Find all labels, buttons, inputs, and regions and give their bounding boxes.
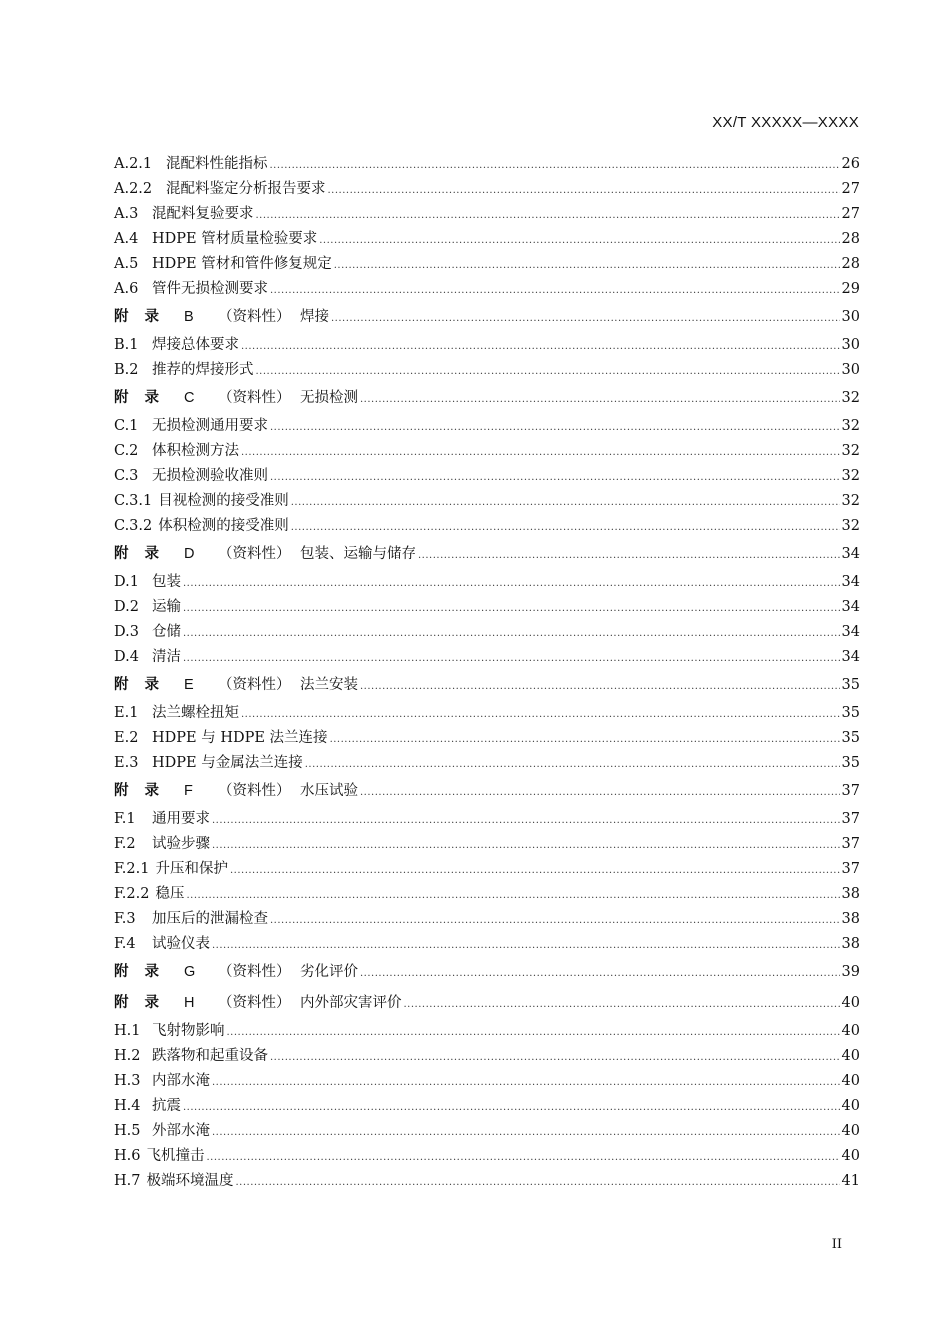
- appendix-letter: D: [184, 546, 195, 562]
- appendix-label: 附录: [114, 995, 175, 1011]
- toc-entry-title: 包装、运输与储存: [300, 546, 416, 562]
- toc-page-number: 35: [841, 730, 860, 746]
- toc-page-number: 34: [841, 599, 860, 615]
- dot-leader: [186, 882, 839, 908]
- toc-entry-row[interactable]: [114, 620, 860, 645]
- toc-entry-row[interactable]: [114, 832, 860, 857]
- dot-leader: [270, 1044, 840, 1070]
- toc-appendix-row[interactable]: [114, 776, 860, 807]
- toc-page-number: 35: [841, 705, 860, 721]
- appendix-label: 附录: [114, 390, 175, 406]
- toc-page-number: 38: [841, 911, 860, 927]
- toc-entry-number: A.6: [114, 281, 139, 297]
- appendix-type: （资料性）: [218, 309, 291, 325]
- toc-entry-title: 外部水淹: [152, 1123, 210, 1139]
- toc-entry-number: E.1: [114, 705, 139, 721]
- toc-page-number: 40: [841, 1048, 860, 1064]
- dot-leader: [241, 701, 840, 727]
- dot-leader: [183, 1094, 840, 1120]
- appendix-type: （资料性）: [218, 964, 291, 980]
- toc-page-number: 34: [841, 649, 860, 665]
- toc-page-number: 40: [841, 1148, 860, 1164]
- dot-leader: [418, 539, 840, 571]
- toc-page-number: 27: [841, 181, 860, 197]
- toc-entry-title: 混配料性能指标: [166, 156, 268, 172]
- toc-appendix-row[interactable]: [114, 302, 860, 333]
- toc-entry-number: C.3: [114, 468, 139, 484]
- dot-leader: [360, 670, 840, 702]
- toc-page-number: 41: [841, 1173, 860, 1189]
- toc-entry-row[interactable]: [114, 882, 860, 907]
- toc-entry-row[interactable]: [114, 277, 860, 302]
- toc-entry-row[interactable]: [114, 439, 860, 464]
- toc-entry-row[interactable]: [114, 807, 860, 832]
- toc-entry-row[interactable]: [114, 645, 860, 670]
- toc-page-number: 40: [841, 1123, 860, 1139]
- toc-entry-title: 无损检测验收准则: [152, 468, 268, 484]
- toc-entry-number: D.1: [114, 574, 139, 590]
- toc-entry-row[interactable]: [114, 464, 860, 489]
- toc-entry-row[interactable]: [114, 414, 860, 439]
- dot-leader: [183, 595, 840, 621]
- toc-entry-row[interactable]: [114, 595, 860, 620]
- appendix-letter: F: [184, 783, 193, 799]
- appendix-letter: G: [184, 964, 196, 980]
- dot-leader: [212, 1069, 840, 1095]
- dot-leader: [334, 252, 840, 278]
- toc-appendix-row[interactable]: [114, 957, 860, 988]
- toc-entry-title: 焊接总体要求: [152, 337, 239, 353]
- toc-entry-number: A.2.1: [114, 156, 153, 172]
- dot-leader: [183, 620, 840, 646]
- toc-entry-number: D.4: [114, 649, 139, 665]
- dot-leader: [270, 907, 840, 933]
- toc-entry-number: B.2: [114, 362, 139, 378]
- appendix-type: （资料性）: [218, 390, 291, 406]
- toc-page-number: 32: [841, 518, 860, 534]
- toc-entry-number: A.5: [114, 256, 139, 272]
- dot-leader: [291, 514, 840, 540]
- toc-entry-number: H.5: [114, 1123, 141, 1139]
- toc-entry-number: C.1: [114, 418, 139, 434]
- dot-leader: [360, 383, 840, 415]
- toc-page-number: 40: [841, 1098, 860, 1114]
- dot-leader: [235, 1169, 839, 1195]
- dot-leader: [206, 1144, 839, 1170]
- toc-page-number: 40: [841, 995, 860, 1011]
- toc-page-number: 30: [841, 362, 860, 378]
- toc-entry-title: HDPE 与 HDPE 法兰连接: [152, 730, 328, 746]
- toc-appendix-row[interactable]: [114, 988, 860, 1019]
- dot-leader: [256, 358, 840, 384]
- toc-entry-number: H.3: [114, 1073, 141, 1089]
- toc-entry-title: 仓储: [152, 624, 181, 640]
- dot-leader: [270, 464, 840, 490]
- toc-entry-title: 无损检测通用要求: [152, 418, 268, 434]
- toc-entry-title: 推荐的焊接形式: [152, 362, 254, 378]
- toc-entry-row[interactable]: [114, 1069, 860, 1094]
- toc-page-number: 35: [841, 755, 860, 771]
- toc-entry-row[interactable]: [114, 857, 860, 882]
- toc-page-number: 34: [841, 574, 860, 590]
- dot-leader: [404, 988, 840, 1020]
- toc-entry-number: F.4: [114, 936, 136, 952]
- toc-entry-title: 加压后的泄漏检查: [152, 911, 268, 927]
- toc-entry-number: H.6: [114, 1148, 141, 1164]
- toc-page-number: 37: [841, 861, 860, 877]
- dot-leader: [319, 227, 839, 253]
- toc-entry-title: HDPE 管材和管件修复规定: [152, 256, 332, 272]
- appendix-type: （资料性）: [218, 677, 291, 693]
- dot-leader: [183, 645, 840, 671]
- toc-appendix-row[interactable]: [114, 539, 860, 570]
- appendix-label: 附录: [114, 546, 175, 562]
- toc-entry-row[interactable]: [114, 1119, 860, 1144]
- appendix-letter: H: [184, 995, 195, 1011]
- dot-leader: [256, 202, 840, 228]
- toc-entry-title: 包装: [152, 574, 181, 590]
- toc-entry-row[interactable]: [114, 701, 860, 726]
- appendix-label: 附录: [114, 677, 175, 693]
- dot-leader: [330, 726, 840, 752]
- toc-appendix-row[interactable]: [114, 383, 860, 414]
- toc-entry-number: F.1: [114, 811, 136, 827]
- toc-entry-title: 焊接: [300, 309, 329, 325]
- toc-entry-row[interactable]: [114, 358, 860, 383]
- toc-entry-title: 跌落物和起重设备: [152, 1048, 268, 1064]
- dot-leader: [241, 333, 840, 359]
- toc-entry-number: F.2.1: [114, 861, 150, 877]
- toc-entry-title: 抗震: [152, 1098, 181, 1114]
- dot-leader: [305, 751, 840, 777]
- toc-page-number: 38: [841, 936, 860, 952]
- toc-entry-row[interactable]: [114, 726, 860, 751]
- dot-leader: [331, 302, 840, 334]
- toc-entry-number: E.2: [114, 730, 139, 746]
- appendix-type: （资料性）: [218, 995, 291, 1011]
- toc-entry-title: 通用要求: [152, 811, 210, 827]
- toc-entry-row[interactable]: [114, 932, 860, 957]
- toc-entry-title: 升压和保护: [155, 861, 228, 877]
- toc-entry-title: 飞机撞击: [146, 1148, 205, 1164]
- dot-leader: [270, 277, 840, 303]
- toc-entry-title: HDPE 管材质量检验要求: [152, 231, 318, 247]
- appendix-letter: C: [184, 390, 195, 406]
- toc-entry-row[interactable]: [114, 907, 860, 932]
- dot-leader: [270, 414, 840, 440]
- toc-page-number: 34: [841, 624, 860, 640]
- toc-entry-row[interactable]: [114, 202, 860, 227]
- toc-entry-number: D.3: [114, 624, 139, 640]
- toc-entry-number: E.3: [114, 755, 139, 771]
- toc-page-number: 38: [841, 886, 860, 902]
- toc-entry-row[interactable]: [114, 514, 860, 539]
- toc-entry-number: C.2: [114, 443, 139, 459]
- toc-entry-row[interactable]: [114, 489, 860, 514]
- document-code: XX/T XXXXX—XXXX: [712, 114, 859, 131]
- toc-entry-title: 目视检测的接受准则: [158, 493, 289, 509]
- toc-entry-row[interactable]: [114, 227, 860, 252]
- toc-entry-title: 内部水淹: [152, 1073, 210, 1089]
- toc-entry-number: A.3: [114, 206, 139, 222]
- toc-entry-number: H.1: [114, 1023, 141, 1039]
- appendix-label: 附录: [114, 783, 175, 799]
- dot-leader: [212, 832, 840, 858]
- toc-page-number: 30: [841, 337, 860, 353]
- toc-entry-title: 内外部灾害评价: [300, 995, 402, 1011]
- dot-leader: [328, 177, 840, 203]
- toc-entry-title: 法兰螺栓扭矩: [152, 705, 239, 721]
- toc-entry-number: H.4: [114, 1098, 141, 1114]
- toc-entry-title: 试验步骤: [152, 836, 210, 852]
- toc-page-number: 32: [841, 418, 860, 434]
- toc-page-number: 30: [841, 309, 860, 325]
- toc-page-number: 32: [841, 468, 860, 484]
- toc-page-number: 29: [841, 281, 860, 297]
- toc-page-number: 32: [841, 493, 860, 509]
- toc-entry-number: H.7: [114, 1173, 141, 1189]
- toc-entry-title: 试验仪表: [152, 936, 210, 952]
- toc-page-number: 37: [841, 783, 860, 799]
- toc-entry-title: 水压试验: [300, 783, 358, 799]
- toc-page-number: 28: [841, 231, 860, 247]
- toc-entry-title: 体积检测的接受准则: [158, 518, 289, 534]
- toc-entry-title: 法兰安装: [300, 677, 358, 693]
- toc-page-number: 37: [841, 811, 860, 827]
- appendix-type: （资料性）: [218, 546, 291, 562]
- dot-leader: [291, 489, 840, 515]
- toc-entry-number: C.3.2: [114, 518, 153, 534]
- toc-entry-title: 管件无损检测要求: [152, 281, 268, 297]
- dot-leader: [270, 152, 840, 178]
- toc-entry-title: 极端环境温度: [146, 1173, 234, 1189]
- toc-appendix-row[interactable]: [114, 670, 860, 701]
- appendix-label: 附录: [114, 964, 175, 980]
- page-number: II: [831, 1237, 842, 1252]
- toc-entry-row[interactable]: [114, 570, 860, 595]
- dot-leader: [212, 807, 840, 833]
- toc-entry-row[interactable]: [114, 1094, 860, 1119]
- toc-entry-row[interactable]: [114, 1169, 860, 1194]
- toc-entry-number: A.4: [114, 231, 139, 247]
- toc-entry-title: 清洁: [152, 649, 181, 665]
- toc-page-number: 39: [841, 964, 860, 980]
- dot-leader: [183, 570, 840, 596]
- dot-leader: [212, 1119, 840, 1145]
- toc-entry-row[interactable]: [114, 152, 860, 177]
- dot-leader: [230, 857, 840, 883]
- dot-leader: [360, 957, 840, 989]
- toc-entry-title: 劣化评价: [300, 964, 358, 980]
- toc-entry-title: 飞射物影响: [152, 1023, 225, 1039]
- toc-entry-row[interactable]: [114, 252, 860, 277]
- toc-entry-row[interactable]: [114, 1144, 860, 1169]
- toc-page-number: 32: [841, 390, 860, 406]
- toc-page-number: 32: [841, 443, 860, 459]
- toc-entry-row[interactable]: [114, 1019, 860, 1044]
- dot-leader: [241, 439, 840, 465]
- toc-page-number: 27: [841, 206, 860, 222]
- appendix-label: 附录: [114, 309, 175, 325]
- toc-entry-title: 体积检测方法: [152, 443, 239, 459]
- appendix-letter: B: [184, 309, 194, 325]
- appendix-letter: E: [184, 677, 194, 693]
- toc-entry-number: A.2.2: [114, 181, 153, 197]
- table-of-contents: [114, 152, 860, 1194]
- appendix-type: （资料性）: [218, 783, 291, 799]
- toc-entry-title: 混配料复验要求: [152, 206, 254, 222]
- toc-page-number: 40: [841, 1023, 860, 1039]
- dot-leader: [212, 932, 840, 958]
- toc-entry-row[interactable]: [114, 751, 860, 776]
- dot-leader: [360, 776, 840, 808]
- toc-entry-title: 混配料鉴定分析报告要求: [166, 181, 326, 197]
- toc-entry-row[interactable]: [114, 1044, 860, 1069]
- toc-entry-title: HDPE 与金属法兰连接: [152, 755, 303, 771]
- toc-entry-row[interactable]: [114, 333, 860, 358]
- toc-page-number: 40: [841, 1073, 860, 1089]
- toc-entry-number: B.1: [114, 337, 139, 353]
- toc-entry-number: H.2: [114, 1048, 141, 1064]
- toc-page-number: 26: [841, 156, 860, 172]
- dot-leader: [227, 1019, 840, 1045]
- toc-page-number: 35: [841, 677, 860, 693]
- toc-entry-number: C.3.1: [114, 493, 153, 509]
- toc-entry-number: F.3: [114, 911, 136, 927]
- toc-entry-title: 稳压: [155, 886, 185, 902]
- toc-entry-number: F.2.2: [114, 886, 150, 902]
- toc-entry-title: 运输: [152, 599, 181, 615]
- toc-page-number: 34: [841, 546, 860, 562]
- toc-entry-title: 无损检测: [300, 390, 358, 406]
- toc-entry-row[interactable]: [114, 177, 860, 202]
- toc-page-number: 28: [841, 256, 860, 272]
- toc-page-number: 37: [841, 836, 860, 852]
- toc-entry-number: D.2: [114, 599, 139, 615]
- toc-entry-number: F.2: [114, 836, 136, 852]
